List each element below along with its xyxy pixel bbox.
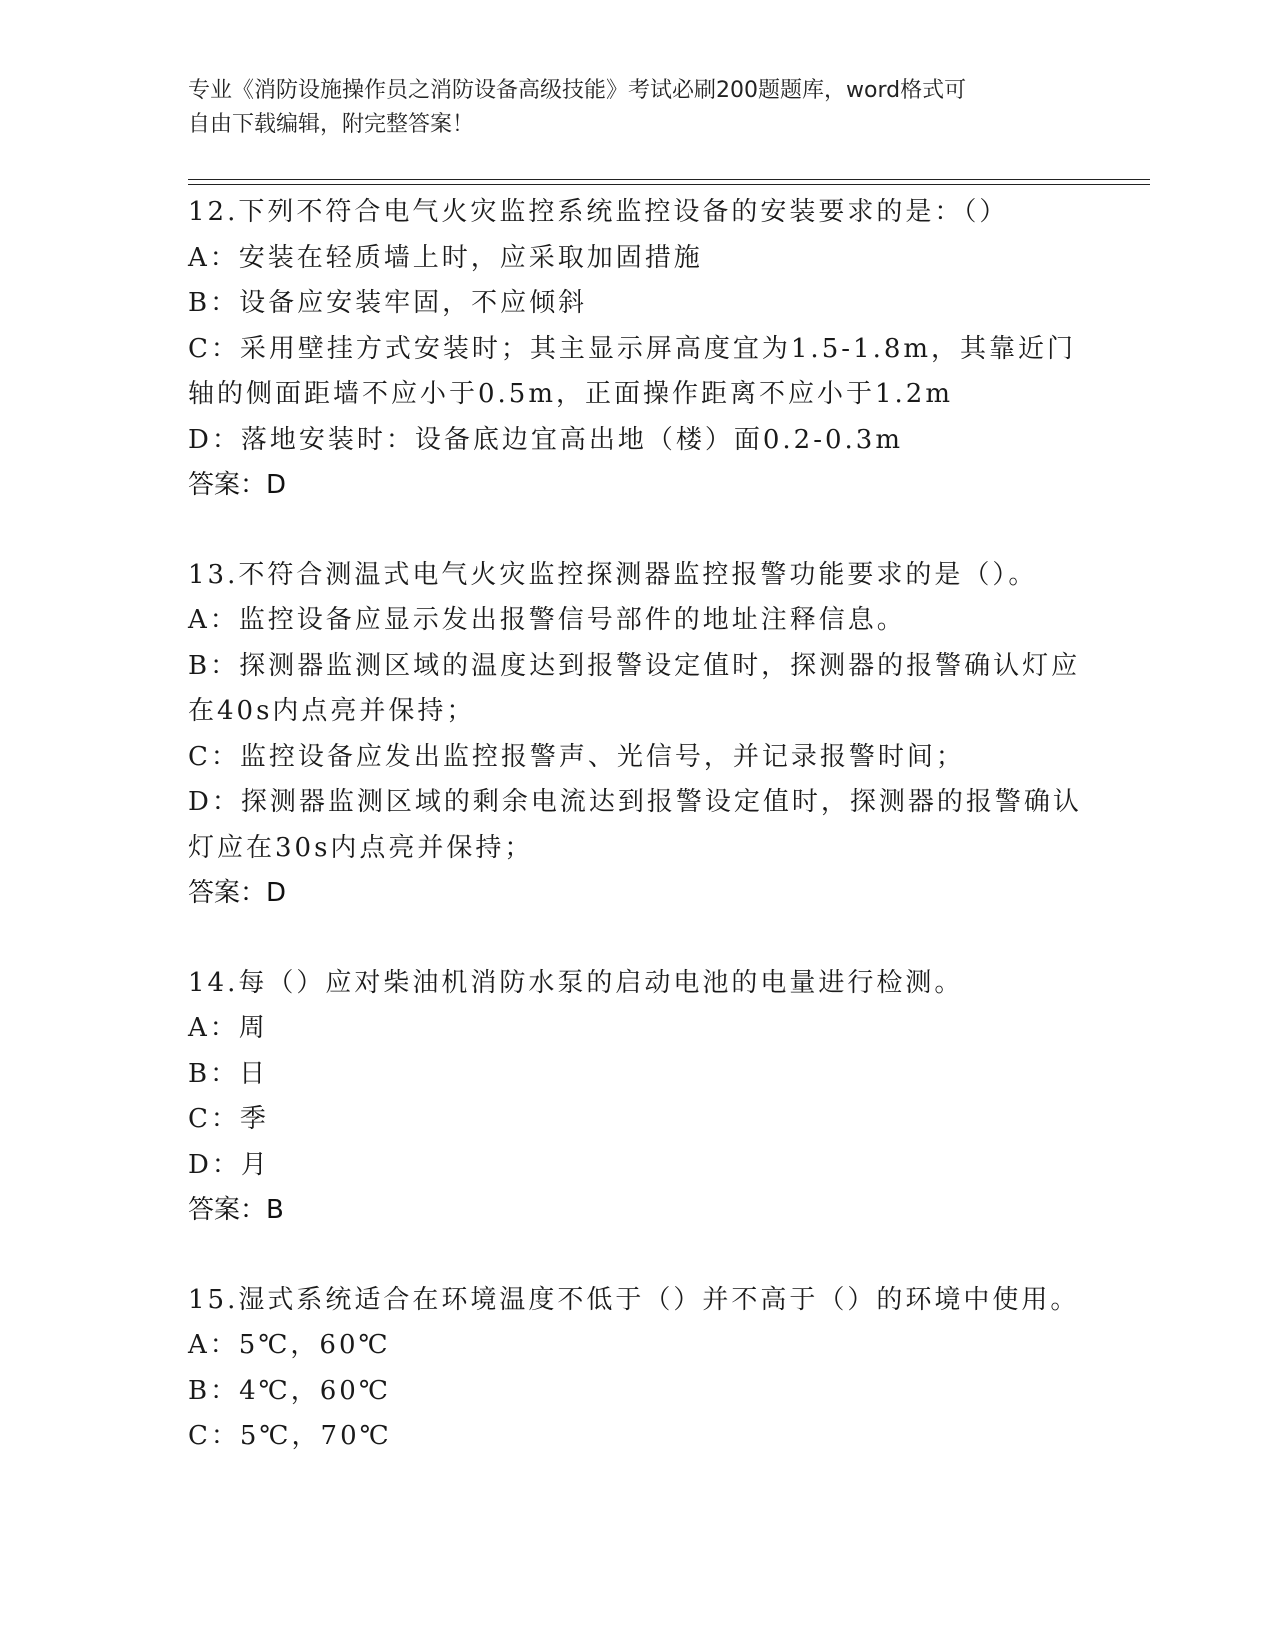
header-line-2: 自由下载编辑，附完整答案！ <box>188 112 475 137</box>
question-stem: 13.不符合测温式电气火灾监控探测器监控报警功能要求的是（）。 <box>188 559 1038 590</box>
question-stem: 15.湿式系统适合在环境温度不低于（）并不高于（）的环境中使用。 <box>188 1284 1080 1315</box>
option-c: C：5℃，70℃ <box>188 1421 392 1451</box>
question-14 <box>188 961 1088 1234</box>
document-header <box>188 74 1068 142</box>
option-a: A：5℃，60℃ <box>188 1330 391 1360</box>
option-b: B：设备应安装牢固，不应倾斜 <box>188 288 588 318</box>
question-15 <box>188 1278 1088 1460</box>
answer-label: 答案：D <box>188 878 287 908</box>
question-12 <box>188 190 1088 509</box>
question-list <box>188 190 1088 1504</box>
option-d: D：月 <box>188 1149 270 1180</box>
header-divider-top <box>188 179 1150 180</box>
option-d: D：探测器监测区域的剩余电流达到报警设定值时，探测器的报警确认灯应在30s内点亮并保持； <box>188 787 1082 863</box>
header-line-1: 专业《消防设施操作员之消防设备高级技能》考试必刷200题题库，word格式可 <box>188 78 967 103</box>
question-stem: 12.下列不符合电气火灾监控系统监控设备的安装要求的是：（） <box>188 197 1009 227</box>
answer-label: 答案：D <box>188 470 287 500</box>
header-divider-bottom <box>188 184 1150 185</box>
answer-label: 答案：B <box>188 1195 284 1225</box>
option-a: A：周 <box>188 1013 268 1043</box>
question-13 <box>188 553 1088 917</box>
option-b: B：4℃，60℃ <box>188 1375 391 1406</box>
option-b: B：探测器监测区域的温度达到报警设定值时，探测器的报警确认灯应在40s内点亮并保持； <box>188 650 1081 726</box>
question-stem: 14.每（）应对柴油机消防水泵的启动电池的电量进行检测。 <box>188 967 964 998</box>
option-d: D：落地安装时：设备底边宜高出地（楼）面0.2-0.3m <box>188 424 903 455</box>
option-a: A：监控设备应显示发出报警信号部件的地址注释信息。 <box>188 605 906 635</box>
option-c: C：季 <box>188 1104 269 1134</box>
option-c: C：采用壁挂方式安装时；其主显示屏高度宜为1.5-1.8m，其靠近门轴的侧面距墙不应小于0.5m，正面操作距离不应小于1.2m <box>188 333 1077 409</box>
option-a: A：安装在轻质墙上时，应采取加固措施 <box>188 242 703 273</box>
option-c: C：监控设备应发出监控报警声、光信号，并记录报警时间； <box>188 741 965 772</box>
option-b: B：日 <box>188 1058 269 1089</box>
